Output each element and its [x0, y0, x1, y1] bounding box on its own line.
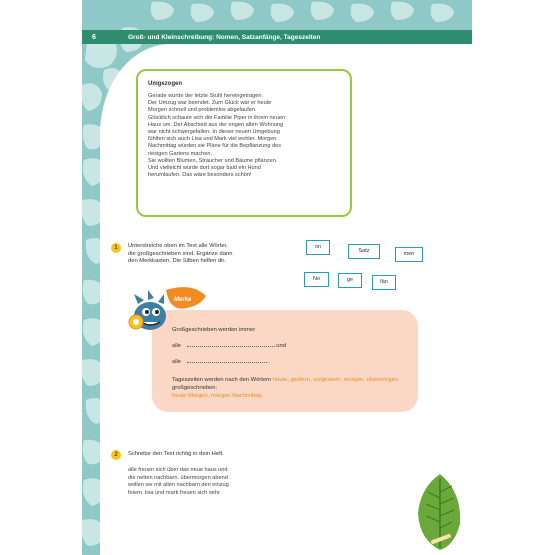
chapter-title: Groß- und Kleinschreibung: Nomen, Satzanfänge, Tageszeiten — [128, 33, 321, 41]
story-line: Gerade wurde der letzte Stuhl hereingetragen. — [148, 93, 264, 99]
task-2-line: wollen sie mit allen nachbarn den einzug — [128, 482, 229, 489]
task-2-line: alle freuen sich über das neue haus und — [128, 467, 228, 473]
syllable-card: fän — [372, 275, 396, 290]
syllable-card: on — [306, 240, 330, 255]
rule-line-prefix: alle — [172, 343, 182, 349]
story-text — [148, 93, 340, 179]
story-line: herumlaufen. Das wäre besonders schön! — [148, 172, 252, 179]
task-1-line: den Merkkasten. Die Silben helfen dir. — [128, 258, 226, 264]
task-2-text — [128, 467, 229, 497]
highlight-words: heute, gestern, vorgestern, morgen, übermorgen — [272, 377, 398, 383]
story-line: Und vielleicht würde dort sogar bald ein Hund — [148, 165, 261, 172]
story-line: Morgen schnell und problemlos abgelaufen. — [148, 107, 257, 114]
task-2-line: feiern. lisa und mark freuen sich sehr. — [128, 489, 221, 496]
syllable-card: men — [395, 247, 423, 262]
task-2-badge: 2 — [111, 450, 121, 460]
story-line: fühlten sich auch Lisa und Mark viel wohler. Morgen — [148, 136, 277, 143]
task-1-line: die großgeschrieben sind. Ergänze dann — [128, 250, 233, 257]
rule-heading: Großgeschrieben werden immer — [172, 327, 256, 333]
rule-paragraph — [172, 376, 408, 400]
story-line: Glücklich schaute sich die Familie Piper in ihrem neuen — [148, 114, 286, 121]
story-line: war nicht schwergefallen. In dieser neuen Umgebung — [148, 129, 280, 136]
story-line: Der Umzug war beendet. Zum Glück war er heute — [148, 100, 272, 107]
task-1-line: Unterstreiche oben im Text alle Wörter, — [128, 243, 228, 249]
chapter-header — [82, 30, 472, 44]
rule-line-suffix: und — [276, 343, 286, 349]
task-1-badge: 1 — [111, 243, 121, 253]
story-line: Sie wollten Blumen, Sträucher und Bäume pflanzen. — [148, 157, 278, 164]
mascot-dragon-icon — [128, 286, 208, 338]
syllable-card: No — [304, 272, 329, 287]
syllable-card: ge — [338, 273, 362, 288]
story-line: riesigen Gartens machen. — [148, 150, 213, 157]
task-2-line: die netten nachbarn. übermorgen abend — [128, 474, 228, 481]
page-number: 6 — [92, 33, 96, 41]
story-box — [136, 69, 352, 217]
rule-text: großgeschrieben: — [172, 385, 218, 391]
story-title: Umgezogen — [148, 81, 183, 87]
rule-line-suffix: . — [268, 359, 270, 365]
syllable-card: Satz — [348, 244, 380, 259]
merke-label: Merke — [174, 297, 192, 303]
fill-blank — [187, 340, 275, 347]
story-line: Haus um. Der Abschied aus der engen alten Wohnung — [148, 121, 284, 128]
rule-examples: heute Morgen, morgen Nachmittag. — [172, 393, 264, 399]
story-line: Nachmittag würden sie Pläne für die Bepflanzung des — [148, 143, 282, 150]
rule-fill-line-1 — [172, 340, 408, 352]
fill-blank — [187, 356, 267, 363]
task-2-instruction: Schreibe den Text richtig in dein Heft. — [128, 451, 224, 457]
rule-line-prefix: alle — [172, 359, 182, 365]
task-1-instruction — [128, 243, 232, 266]
rule-text: Tageszeiten werden nach den Wörtern — [172, 377, 273, 383]
rule-fill-line-2 — [172, 356, 408, 368]
leaf-icon — [415, 472, 465, 552]
